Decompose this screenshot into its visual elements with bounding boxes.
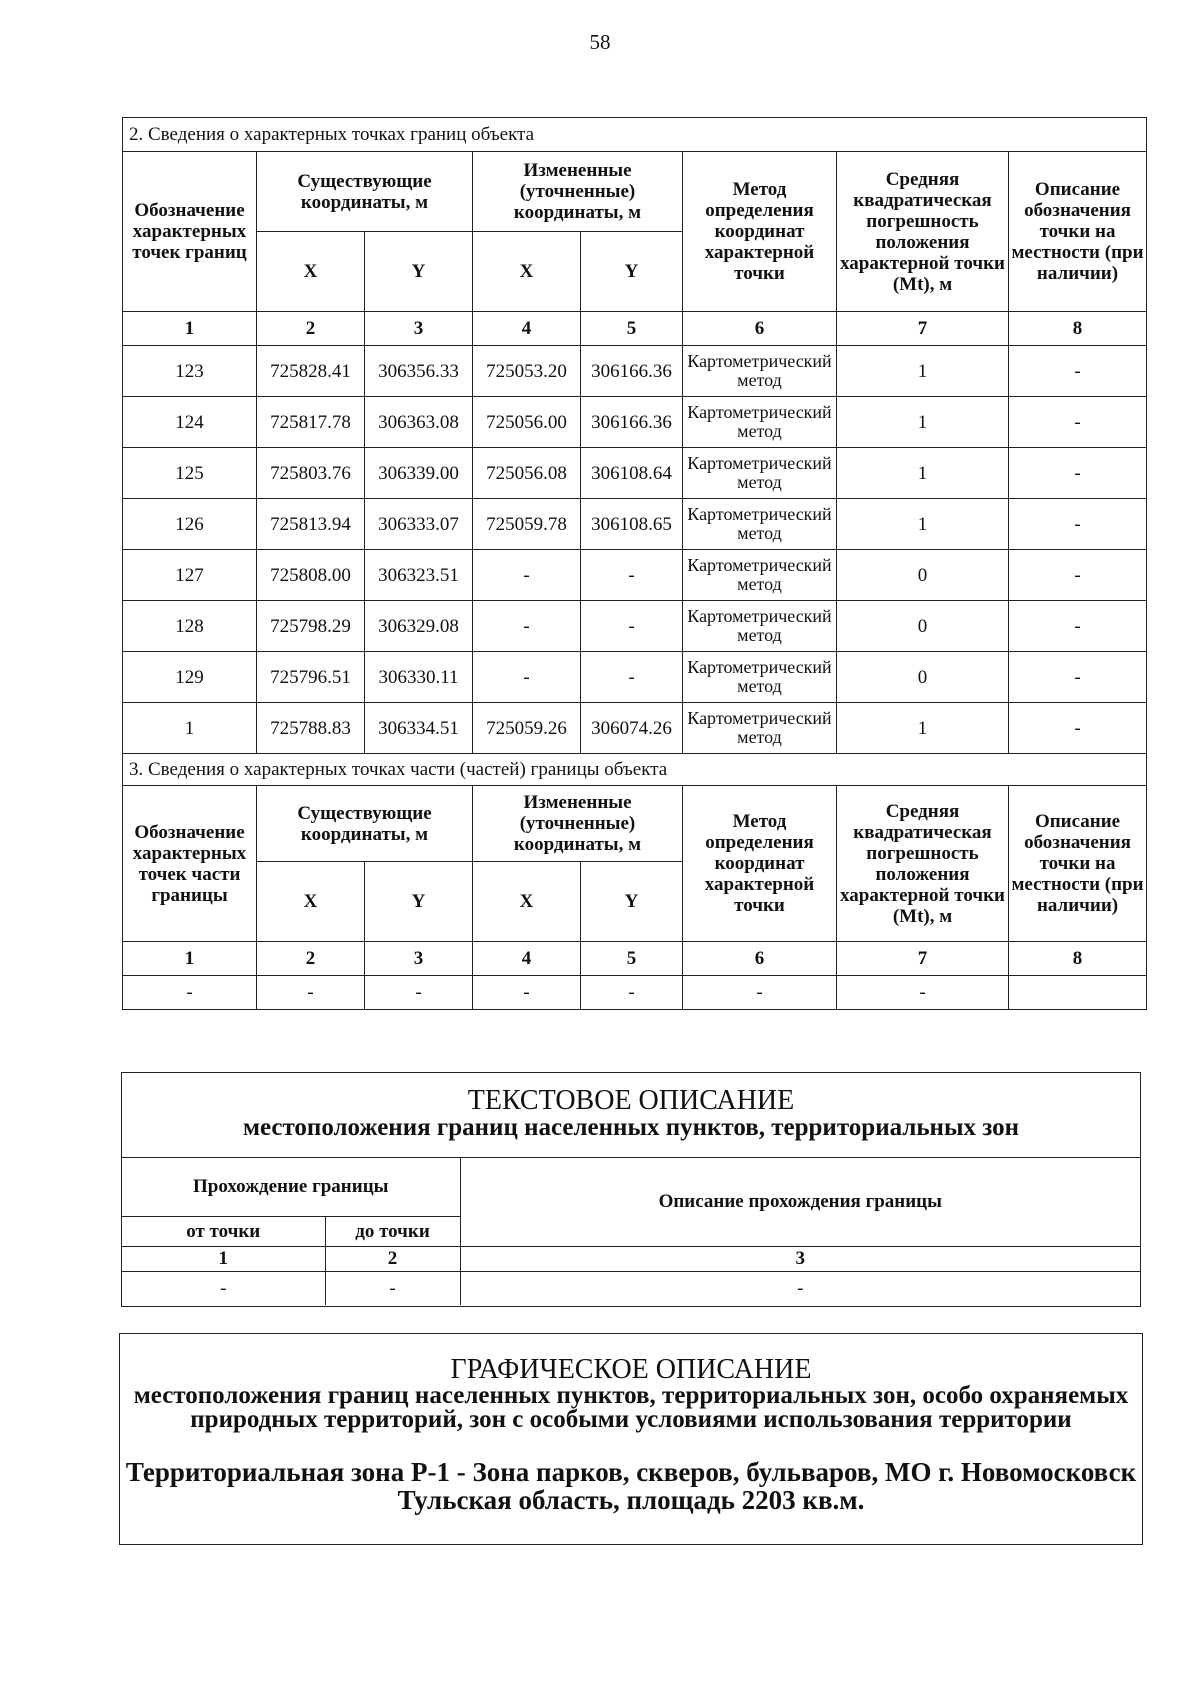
graphic-description-title: ГРАФИЧЕСКОЕ ОПИСАНИЕ <box>450 1354 812 1385</box>
col-error-header: Средняя квадратическая погрешность положения характерной точки (Mt), м <box>837 786 1009 942</box>
column-numbers-row <box>123 942 1147 976</box>
description: - <box>1009 550 1147 601</box>
existing-y: 306323.51 <box>365 550 473 601</box>
column-number: 2 <box>257 312 365 346</box>
column-number: 7 <box>837 312 1009 346</box>
col-changed-header: Измененные (уточненные) координаты, м <box>473 786 683 862</box>
point-id: 123 <box>123 346 257 397</box>
section3-title: 3. Сведения о характерных точках части (частей) границы объекта <box>123 754 1147 786</box>
changed-y: 306074.26 <box>581 703 683 754</box>
existing-y: 306330.11 <box>365 652 473 703</box>
table-row <box>123 550 1147 601</box>
error: 1 <box>837 499 1009 550</box>
text-description-section <box>121 1072 1141 1307</box>
existing-y: 306333.07 <box>365 499 473 550</box>
point-id: 1 <box>123 703 257 754</box>
point-id: 129 <box>123 652 257 703</box>
cell: - <box>581 976 683 1010</box>
col-existing-y: Y <box>365 232 473 312</box>
column-number: 3 <box>460 1246 1140 1271</box>
col-method-header: Метод определения координат характерной точки <box>683 152 837 312</box>
changed-x: 725059.78 <box>473 499 581 550</box>
error: 0 <box>837 550 1009 601</box>
cell: - <box>365 976 473 1010</box>
cell: - <box>683 976 837 1010</box>
col-changed-y: Y <box>581 862 683 942</box>
point-id: 126 <box>123 499 257 550</box>
method: Картометрический метод <box>683 601 837 652</box>
existing-x: 725798.29 <box>257 601 365 652</box>
changed-y: 306166.36 <box>581 346 683 397</box>
error: 0 <box>837 652 1009 703</box>
existing-x: 725813.94 <box>257 499 365 550</box>
column-numbers-row <box>123 312 1147 346</box>
changed-x: 725056.08 <box>473 448 581 499</box>
col-existing-y: Y <box>365 862 473 942</box>
existing-x: 725788.83 <box>257 703 365 754</box>
text-description-header <box>122 1073 1140 1158</box>
point-id: 127 <box>123 550 257 601</box>
table-row <box>123 976 1147 1010</box>
description: - <box>1009 652 1147 703</box>
column-number: 3 <box>365 942 473 976</box>
column-number: 4 <box>473 312 581 346</box>
passage-description-header: Описание прохождения границы <box>460 1158 1140 1246</box>
column-number: 1 <box>123 312 257 346</box>
column-number: 3 <box>365 312 473 346</box>
col-changed-header: Измененные (уточненные) координаты, м <box>473 152 683 232</box>
column-number: 8 <box>1009 942 1147 976</box>
col-error-header: Средняя квадратическая погрешность положения характерной точки (Mt), м <box>837 152 1009 312</box>
error: 1 <box>837 703 1009 754</box>
existing-x: 725828.41 <box>257 346 365 397</box>
existing-x: 725808.00 <box>257 550 365 601</box>
existing-x: 725817.78 <box>257 397 365 448</box>
changed-y: - <box>581 652 683 703</box>
graphic-description-section <box>119 1333 1143 1545</box>
method: Картометрический метод <box>683 448 837 499</box>
col-existing-x: X <box>257 232 365 312</box>
table-row <box>122 1271 1140 1305</box>
existing-x: 725796.51 <box>257 652 365 703</box>
table-row <box>123 601 1147 652</box>
changed-x: 725056.00 <box>473 397 581 448</box>
cell: - <box>123 976 257 1010</box>
changed-y: 306108.65 <box>581 499 683 550</box>
error: 1 <box>837 448 1009 499</box>
section2-title: 2. Сведения о характерных точках границ объекта <box>123 118 1147 152</box>
table-row <box>123 652 1147 703</box>
cell: - <box>460 1271 1140 1305</box>
method: Картометрический метод <box>683 346 837 397</box>
from-point-header: от точки <box>122 1216 325 1246</box>
existing-x: 725803.76 <box>257 448 365 499</box>
text-description-subtitle: местоположения границ населенных пунктов, территориальных зон <box>242 1114 1020 1141</box>
existing-y: 306339.00 <box>365 448 473 499</box>
method: Картометрический метод <box>683 652 837 703</box>
table-row <box>123 499 1147 550</box>
col-changed-y: Y <box>581 232 683 312</box>
error: 0 <box>837 601 1009 652</box>
zone-description: Территориальная зона Р-1 - Зона парков, скверов, бульваров, МО г. Новомосковск Тульская область, площадь 2203 кв.м. <box>125 1457 1137 1515</box>
existing-y: 306356.33 <box>365 346 473 397</box>
col-method-header: Метод определения координат характерной точки <box>683 786 837 942</box>
boundary-passage-header: Прохождение границы <box>122 1158 460 1216</box>
graphic-description-subtitle: местоположения границ населенных пунктов, территориальных зон, особо охраняемых природных территорий, зон с особыми условиями использования территории <box>133 1382 1129 1433</box>
cell: - <box>325 1271 460 1305</box>
column-number: 8 <box>1009 312 1147 346</box>
cell: - <box>473 976 581 1010</box>
text-description-title: ТЕКСТОВОЕ ОПИСАНИЕ <box>467 1085 795 1116</box>
table-row <box>123 703 1147 754</box>
table-row <box>123 346 1147 397</box>
existing-y: 306363.08 <box>365 397 473 448</box>
description: - <box>1009 601 1147 652</box>
existing-y: 306329.08 <box>365 601 473 652</box>
col-changed-x: X <box>473 862 581 942</box>
column-number: 6 <box>683 312 837 346</box>
col-description-header: Описание обозначения точки на местности (при наличии) <box>1009 786 1147 942</box>
column-number: 5 <box>581 312 683 346</box>
point-id: 128 <box>123 601 257 652</box>
col-existing-x: X <box>257 862 365 942</box>
description: - <box>1009 397 1147 448</box>
cell <box>1009 976 1147 1010</box>
section2-table <box>122 117 1147 754</box>
cell: - <box>837 976 1009 1010</box>
column-number: 7 <box>837 942 1009 976</box>
col-existing-header: Существующие координаты, м <box>257 152 473 232</box>
description: - <box>1009 703 1147 754</box>
point-id: 125 <box>123 448 257 499</box>
changed-x: - <box>473 652 581 703</box>
changed-x: 725059.26 <box>473 703 581 754</box>
changed-y: 306166.36 <box>581 397 683 448</box>
page-number: 58 <box>589 30 611 54</box>
col-point-header: Обозначение характерных точек границ <box>123 152 257 312</box>
changed-x: - <box>473 550 581 601</box>
column-number: 2 <box>325 1246 460 1271</box>
changed-y: 306108.64 <box>581 448 683 499</box>
cell: - <box>122 1271 325 1305</box>
to-point-header: до точки <box>325 1216 460 1246</box>
column-number: 4 <box>473 942 581 976</box>
error: 1 <box>837 346 1009 397</box>
description: - <box>1009 346 1147 397</box>
column-number: 5 <box>581 942 683 976</box>
cell: - <box>257 976 365 1010</box>
error: 1 <box>837 397 1009 448</box>
changed-x: - <box>473 601 581 652</box>
table-row <box>123 448 1147 499</box>
existing-y: 306334.51 <box>365 703 473 754</box>
col-existing-header: Существующие координаты, м <box>257 786 473 862</box>
method: Картометрический метод <box>683 550 837 601</box>
col-description-header: Описание обозначения точки на местности (при наличии) <box>1009 152 1147 312</box>
column-number: 1 <box>123 942 257 976</box>
description: - <box>1009 448 1147 499</box>
description: - <box>1009 499 1147 550</box>
boundary-table <box>122 1158 1140 1305</box>
table-row <box>123 397 1147 448</box>
point-id: 124 <box>123 397 257 448</box>
col-point-header: Обозначение характерных точек части границы <box>123 786 257 942</box>
column-number: 1 <box>122 1246 325 1271</box>
changed-y: - <box>581 601 683 652</box>
changed-x: 725053.20 <box>473 346 581 397</box>
column-number: 6 <box>683 942 837 976</box>
column-numbers-row <box>122 1246 1140 1271</box>
column-number: 2 <box>257 942 365 976</box>
method: Картометрический метод <box>683 397 837 448</box>
changed-y: - <box>581 550 683 601</box>
col-changed-x: X <box>473 232 581 312</box>
method: Картометрический метод <box>683 703 837 754</box>
method: Картометрический метод <box>683 499 837 550</box>
section3-table <box>122 753 1147 1010</box>
